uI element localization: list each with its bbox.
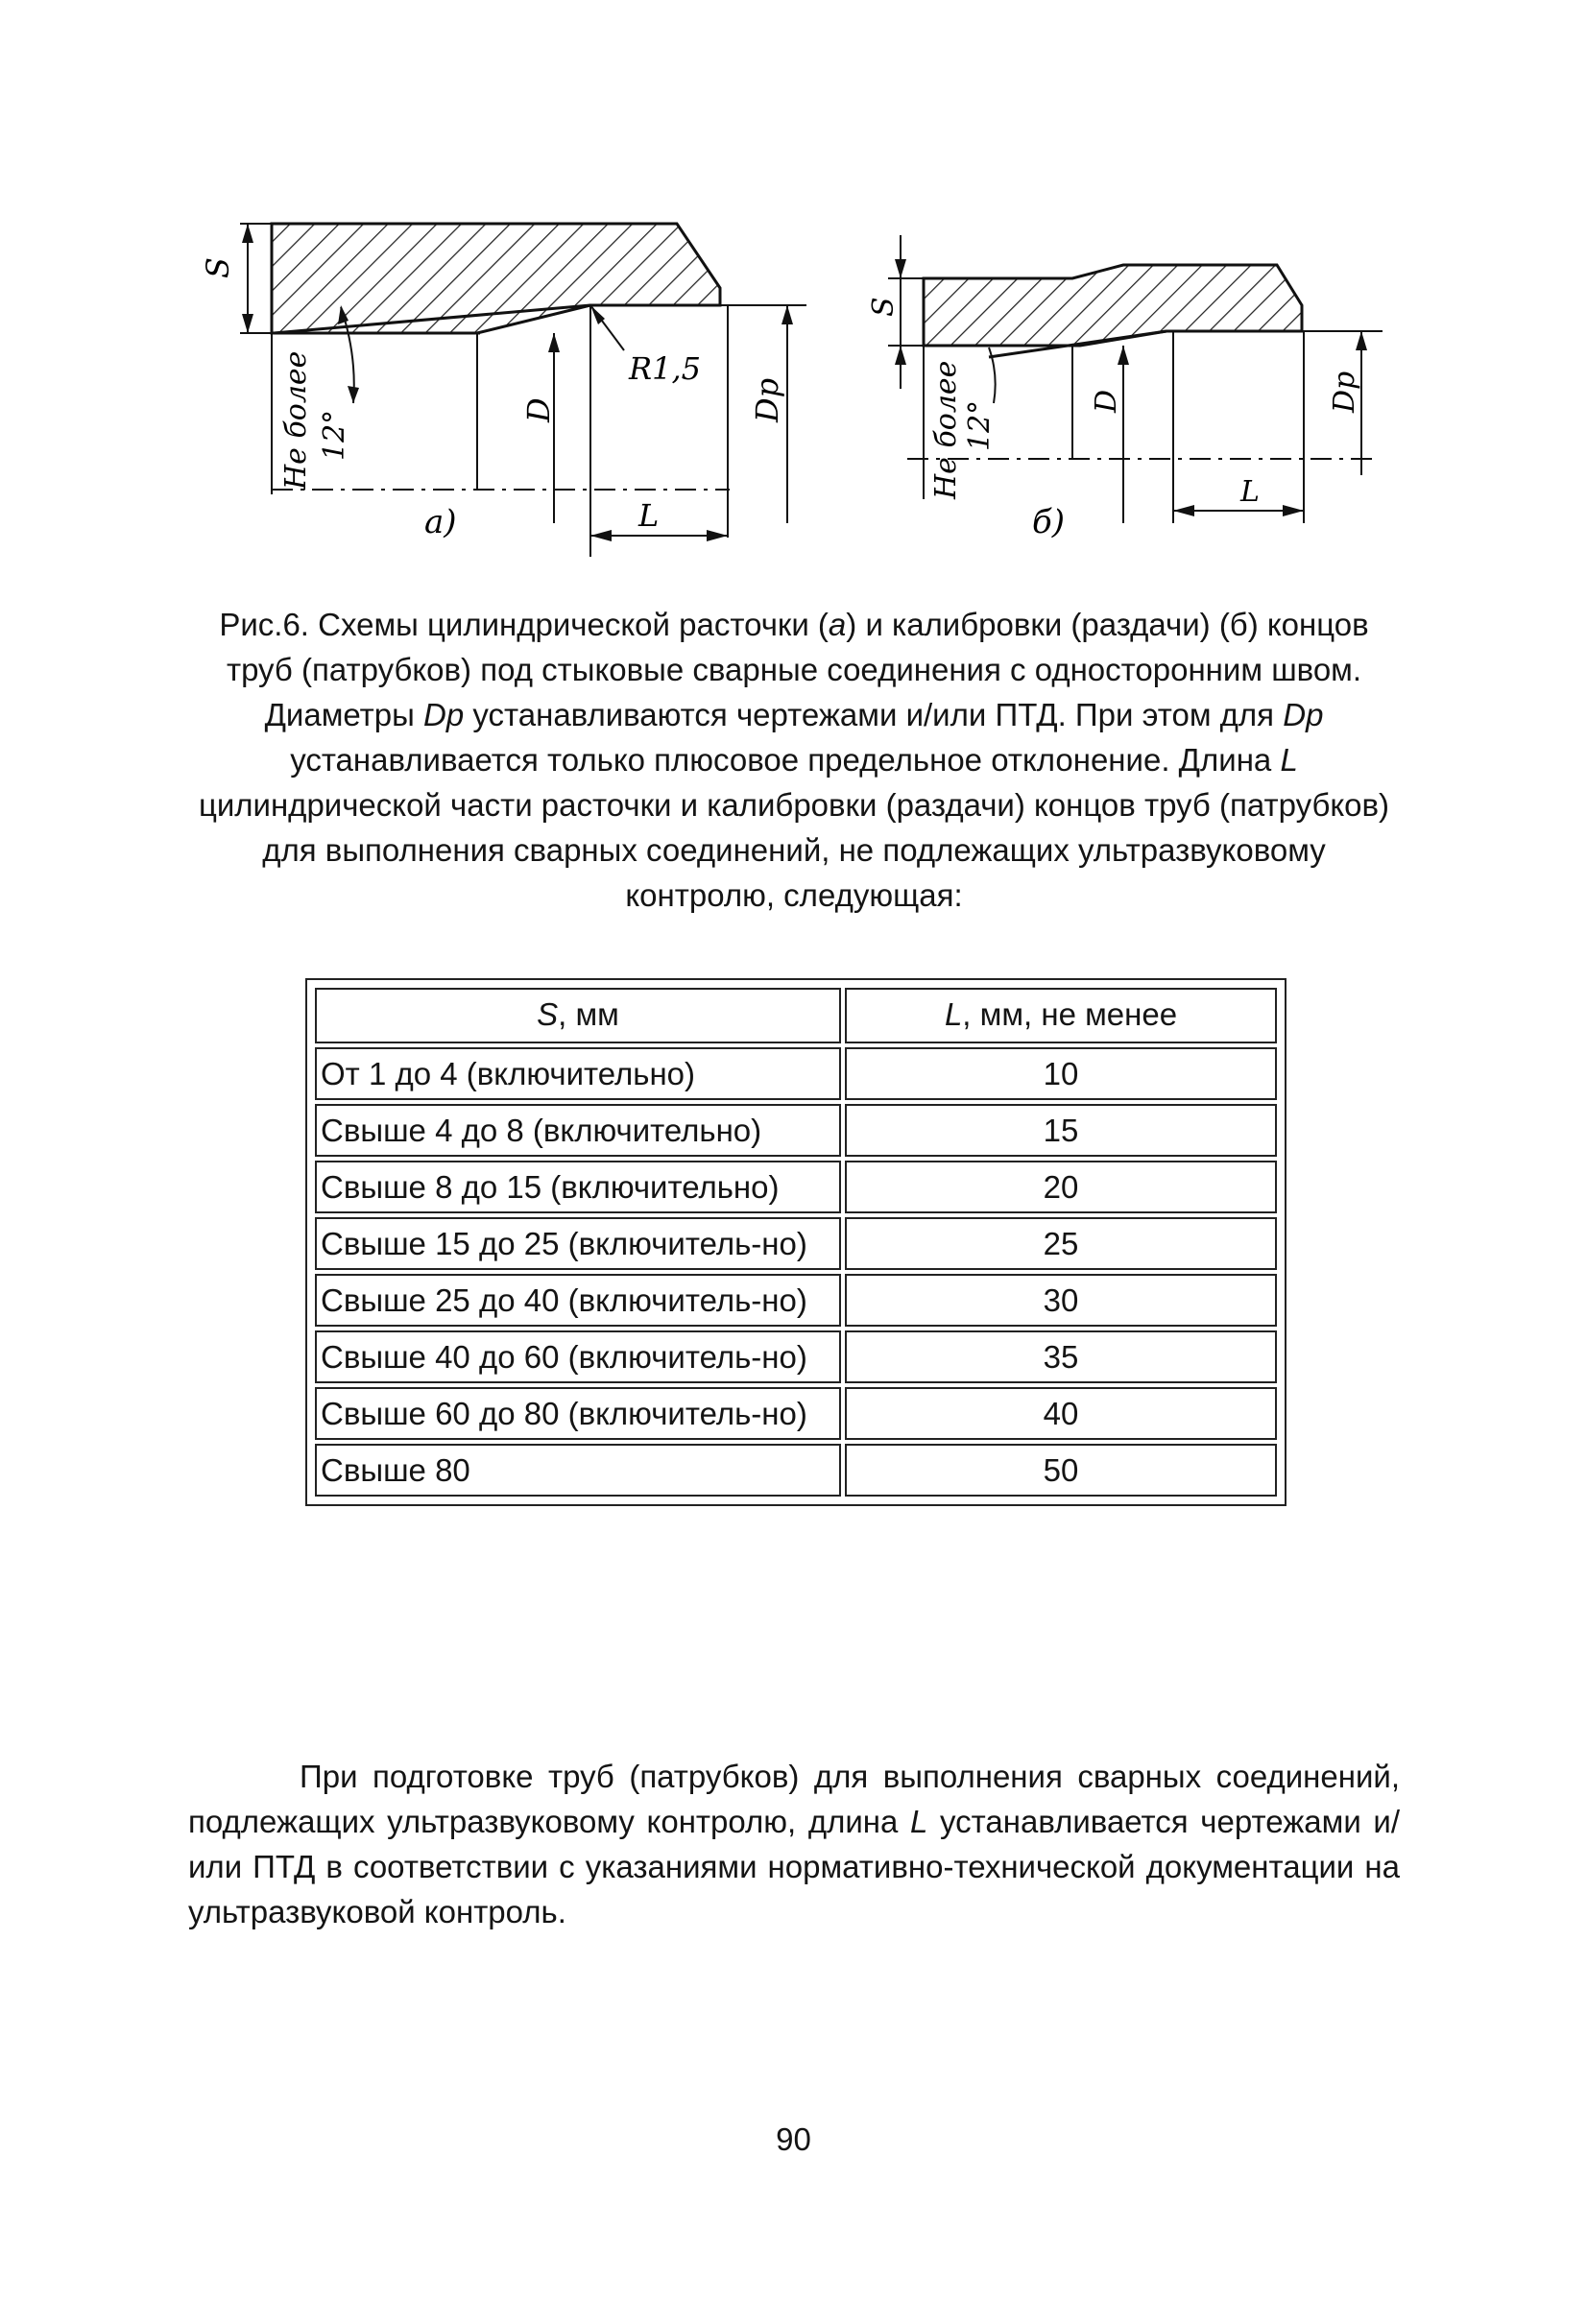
figure-a-s-label: S — [200, 257, 236, 278]
figures — [0, 0, 1587, 595]
cell-l: 30 — [845, 1274, 1277, 1327]
cell-l: 25 — [845, 1217, 1277, 1270]
header-s: S, мм — [315, 988, 841, 1043]
table-row — [315, 1161, 1277, 1213]
table-row — [315, 1274, 1277, 1327]
figure-b — [867, 235, 1383, 541]
figure-b-angle-note: Не более — [929, 360, 963, 499]
cell-s: Свыше 8 до 15 (включительно) — [315, 1161, 841, 1213]
figure-b-angle-value: 12° — [963, 399, 997, 451]
table-row — [315, 1387, 1277, 1440]
table-row — [315, 1217, 1277, 1270]
cell-l: 20 — [845, 1161, 1277, 1213]
cell-l: 50 — [845, 1444, 1277, 1497]
cell-l: 35 — [845, 1330, 1277, 1383]
figure-b-s-label: S — [867, 297, 901, 317]
cell-s: Свыше 40 до 60 (включитель-но) — [315, 1330, 841, 1383]
figure-caption: Рис.6. Схемы цилиндрической расточки (а) и калибровки (раздачи) (б) концов труб (патрубков) под стыковые сварные соединения с односторонним швом. Диаметры Dp устанавливаются чертежами и/или ПТД. При этом для Dp устанавливается только плюсовое предельное отклонение. Длина L цилиндрической части расточки и калибровки (раздачи) концов труб (патрубков) для выполнения сварных соединений, не подлежащих ультразвуковому контролю, следующая: — [198, 607, 1390, 913]
header-l: L, мм, не менее — [845, 988, 1277, 1043]
figure-b-pipe-wall — [924, 265, 1302, 346]
figure-a-r-label: R1,5 — [629, 350, 701, 387]
page-number: 90 — [776, 2121, 811, 2157]
length-table — [305, 978, 1286, 1506]
cell-s: От 1 до 4 (включительно) — [315, 1047, 841, 1100]
figure-a-d-label: D — [520, 397, 557, 422]
table-row — [315, 1047, 1277, 1100]
figure-a-angle-note: Не более — [279, 350, 313, 490]
figure-a — [200, 224, 806, 557]
figure-b-l-label: L — [1240, 475, 1260, 509]
table-row — [315, 1104, 1277, 1157]
figure-b-dp-label: Dp — [1328, 371, 1361, 413]
table-row — [315, 1330, 1277, 1383]
figure-a-angle-value: 12° — [318, 409, 351, 461]
cell-s: Свыше 60 до 80 (включитель-но) — [315, 1387, 841, 1440]
cell-l: 40 — [845, 1387, 1277, 1440]
body-paragraph: При подготовке труб (патрубков) для выполнения сварных соединений, подлежащих ультразвуковому контролю, длина L устанавливается чертежами и/или ПТД в соответствии с указаниями нормативно-технической документации на ультразвуковой контроль. — [188, 1759, 1400, 1929]
figure-a-caption: а) — [424, 503, 457, 541]
table-header-row — [315, 988, 1277, 1043]
cell-l: 15 — [845, 1104, 1277, 1157]
cell-s: Свыше 25 до 40 (включитель-но) — [315, 1274, 841, 1327]
figure-a-pipe-wall — [272, 224, 720, 333]
cell-l: 10 — [845, 1047, 1277, 1100]
figure-a-dp-label: Dp — [749, 377, 785, 422]
figure-b-caption: б) — [1032, 503, 1066, 541]
cell-s: Свыше 4 до 8 (включительно) — [315, 1104, 841, 1157]
cell-s: Свыше 15 до 25 (включитель-но) — [315, 1217, 841, 1270]
cell-s: Свыше 80 — [315, 1444, 841, 1497]
table-row — [315, 1444, 1277, 1497]
figure-a-l-label: L — [638, 497, 660, 534]
figure-b-d-label: D — [1090, 389, 1123, 413]
